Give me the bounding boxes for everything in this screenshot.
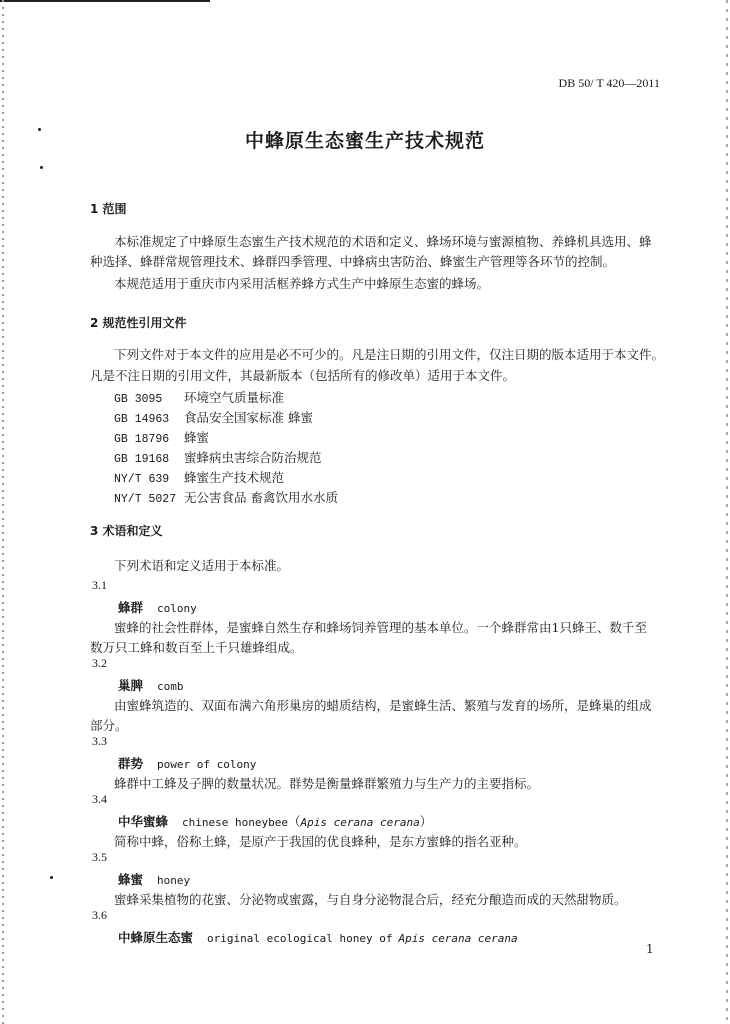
reference-item: GB 3095 环境空气质量标准: [114, 390, 285, 406]
page-title: 中蜂原生态蜜生产技术规范: [244, 130, 485, 152]
section-heading-references: 2 规范性引用文件: [90, 316, 187, 330]
term-number: 3.3: [92, 734, 107, 748]
term-definition-line: 数万只工蜂和数百至上千只雄蜂组成。: [90, 640, 303, 655]
term-number: 3.2: [92, 656, 107, 670]
section-heading-terms: 3 术语和定义: [90, 524, 163, 538]
scan-speck: [40, 166, 43, 169]
scan-edge-top: [0, 0, 210, 2]
section-heading-scope: 1 范围: [90, 202, 127, 216]
reference-item: GB 19168 蜜蜂病虫害综合防治规范: [114, 450, 322, 466]
term-number: 3.1: [92, 578, 107, 592]
term-label: 群势 power of colony: [118, 756, 257, 771]
term-definition-line: 蜜蜂的社会性群体，是蜜蜂自然生存和蜂场饲养管理的基本单位。一个蜂群常由1只蜂王、数千至: [114, 620, 647, 635]
term-number: 3.6: [92, 908, 107, 922]
term-label: 巢脾 comb: [118, 678, 184, 693]
page-number: 1: [646, 942, 654, 956]
paragraph-line: 凡是不注日期的引用文件，其最新版本（包括所有的修改单）适用于本文件。: [90, 368, 516, 383]
term-definition-line: 部分。: [90, 718, 128, 733]
term-definition-line: 蜂群中工蜂及子脾的数量状况。群势是衡量蜂群繁殖力与生产力的主要指标。: [114, 776, 540, 791]
term-label: 蜂群 colony: [118, 600, 197, 615]
scan-edge-right: [726, 0, 728, 1024]
reference-item: GB 18796 蜂蜜: [114, 430, 210, 446]
term-number: 3.4: [92, 792, 107, 806]
term-number: 3.5: [92, 850, 107, 864]
reference-item: GB 14963 食品安全国家标准 蜂蜜: [114, 410, 313, 426]
scan-speck: [50, 876, 53, 879]
reference-item: NY/T 639 蜂蜜生产技术规范: [114, 470, 285, 486]
paragraph-line: 下列术语和定义适用于本标准。: [114, 558, 290, 573]
term-definition-line: 简称中蜂，俗称土蜂，是原产于我国的优良蜂种，是东方蜜蜂的指名亚种。: [114, 834, 527, 849]
term-definition-line: 蜜蜂采集植物的花蜜、分泌物或蜜露，与自身分泌物混合后，经充分酿造而成的天然甜物质。: [114, 892, 627, 907]
term-label: 蜂蜜 honey: [118, 872, 191, 887]
paragraph-line: 下列文件对于本文件的应用是必不可少的。凡是注日期的引用文件，仅注日期的版本适用于本文件。: [114, 347, 665, 362]
paragraph-line: 种选择、蜂群常规管理技术、蜂群四季管理、中蜂病虫害防治、蜂蜜生产管理等各环节的控制。: [90, 254, 616, 269]
scan-edge-left: [2, 0, 4, 1024]
term-label: 中蜂原生态蜜 original ecological honey of Apis cerana cerana: [118, 930, 518, 945]
term-label: 中华蜜蜂 chinese honeybee（Apis cerana cerana）: [118, 814, 433, 829]
paragraph-line: 本规范适用于重庆市内采用活框养蜂方式生产中蜂原生态蜜的蜂场。: [114, 276, 490, 291]
paragraph-line: 本标准规定了中蜂原生态蜜生产技术规范的术语和定义、蜂场环境与蜜源植物、养蜂机具选用、蜂: [114, 234, 652, 249]
document-code: DB 50/ T 420—2011: [558, 76, 660, 90]
term-definition-line: 由蜜蜂筑造的、双面布满六角形巢房的蜡质结构，是蜜蜂生活、繁殖与发育的场所，是蜂巢的组成: [114, 698, 652, 713]
reference-item: NY/T 5027 无公害食品 畜禽饮用水水质: [114, 490, 338, 506]
